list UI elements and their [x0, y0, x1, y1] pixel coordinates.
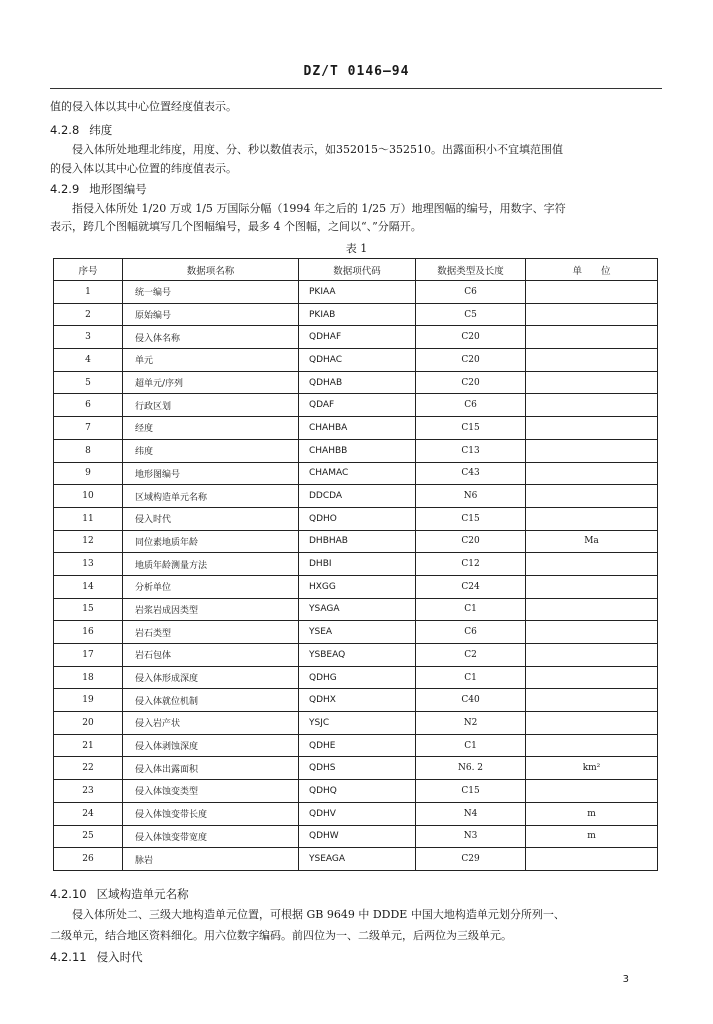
table-row [54, 598, 658, 621]
cell-serial: 21 [54, 734, 123, 757]
cell-unit: Ma [526, 530, 658, 553]
cell-unit [526, 349, 658, 372]
page-number: 3 [622, 974, 629, 985]
header-unit: 单 位 [526, 259, 658, 281]
cell-serial: 2 [54, 303, 123, 326]
section-title: 侵入时代 [96, 950, 143, 964]
cell-item-name: 侵入体剥蚀深度 [123, 734, 299, 757]
cell-serial: 16 [54, 621, 123, 644]
cell-data-type: C1 [416, 598, 526, 621]
table-row [54, 281, 658, 304]
cell-data-type: C5 [416, 303, 526, 326]
cell-item-name: 岩浆岩成因类型 [123, 598, 299, 621]
cell-item-code: YSEAGA [299, 848, 416, 871]
cell-unit [526, 371, 658, 394]
cell-data-type: C20 [416, 530, 526, 553]
cell-item-name: 侵入时代 [123, 507, 299, 530]
section-4210-line-2: 二级单元，结合地区资料细化。用六位数字编码。前四位为一、二级单元，后两位为三级单元。 [50, 929, 512, 942]
cell-item-name: 侵入体出露面积 [123, 757, 299, 780]
cell-serial: 13 [54, 553, 123, 576]
document-code-header: DZ/T 0146—94 [303, 64, 410, 79]
cell-unit [526, 689, 658, 712]
cell-item-code: CHAMAC [299, 462, 416, 485]
section-title: 纬度 [89, 123, 113, 137]
table-row [54, 644, 658, 667]
cell-item-code: QDHAC [299, 349, 416, 372]
table-row [54, 462, 658, 485]
table-row [54, 757, 658, 780]
cell-data-type: N6 [416, 485, 526, 508]
cell-serial: 24 [54, 802, 123, 825]
cell-serial: 25 [54, 825, 123, 848]
table-row [54, 507, 658, 530]
section-number: 4.2.11 [50, 950, 87, 964]
table-row [54, 439, 658, 462]
cell-item-name: 脉岩 [123, 848, 299, 871]
section-429-line-2: 表示，跨几个图幅就填写几个图幅编号，最多 4 个图幅，之间以“、”分隔开。 [50, 220, 422, 233]
cell-data-type: C15 [416, 417, 526, 440]
cell-data-type: C1 [416, 734, 526, 757]
section-4211-heading [50, 950, 143, 964]
cell-data-type: C6 [416, 621, 526, 644]
table-row [54, 666, 658, 689]
cell-serial: 23 [54, 780, 123, 803]
cell-unit [526, 621, 658, 644]
cell-item-name: 侵入体名称 [123, 326, 299, 349]
cell-item-name: 单元 [123, 349, 299, 372]
table-row [54, 575, 658, 598]
cell-item-code: YSBEAQ [299, 644, 416, 667]
cell-data-type: C12 [416, 553, 526, 576]
table-caption: 表 1 [345, 242, 368, 255]
cell-serial: 7 [54, 417, 123, 440]
cell-item-code: QDAF [299, 394, 416, 417]
cell-item-code: DDCDA [299, 485, 416, 508]
cell-unit [526, 462, 658, 485]
cell-item-name: 原始编号 [123, 303, 299, 326]
data-items-table [53, 258, 658, 871]
cell-item-code: QDHAB [299, 371, 416, 394]
cell-unit [526, 553, 658, 576]
cell-unit [526, 598, 658, 621]
table-row [54, 303, 658, 326]
section-number: 4.2.10 [50, 887, 87, 901]
cell-item-name: 侵入体蚀变类型 [123, 780, 299, 803]
cell-data-type: C20 [416, 326, 526, 349]
cell-unit [526, 734, 658, 757]
cell-unit [526, 417, 658, 440]
cell-item-code: DHBI [299, 553, 416, 576]
cell-item-code: HXGG [299, 575, 416, 598]
header-serial: 序号 [54, 259, 123, 281]
cell-unit [526, 303, 658, 326]
cell-unit: m [526, 802, 658, 825]
cell-item-name: 岩石类型 [123, 621, 299, 644]
section-428-line-1: 侵入体所处地理北纬度，用度、分、秒以数值表示，如352015～352510。出露面积小不宜填范围值 [72, 143, 563, 156]
section-428-heading [50, 123, 112, 137]
cell-serial: 3 [54, 326, 123, 349]
cell-unit: km² [526, 757, 658, 780]
cell-serial: 26 [54, 848, 123, 871]
table-row [54, 553, 658, 576]
cell-item-name: 同位素地质年龄 [123, 530, 299, 553]
cell-item-name: 分析单位 [123, 575, 299, 598]
cell-item-code: CHAHBB [299, 439, 416, 462]
cell-serial: 5 [54, 371, 123, 394]
cell-item-name: 地形图编号 [123, 462, 299, 485]
cell-serial: 17 [54, 644, 123, 667]
table-row [54, 734, 658, 757]
table-header-row [54, 259, 658, 281]
table-row [54, 712, 658, 735]
header-rule [50, 88, 662, 89]
cell-data-type: N3 [416, 825, 526, 848]
cell-serial: 10 [54, 485, 123, 508]
section-title: 地形图编号 [89, 182, 147, 196]
cell-item-code: QDHQ [299, 780, 416, 803]
cell-item-name: 侵入体形成深度 [123, 666, 299, 689]
header-item-name: 数据项名称 [123, 259, 299, 281]
cell-data-type: N2 [416, 712, 526, 735]
section-428-line-2: 的侵入体以其中心位置的纬度值表示。 [50, 162, 237, 175]
cell-data-type: C15 [416, 507, 526, 530]
cell-serial: 4 [54, 349, 123, 372]
cell-unit [526, 485, 658, 508]
cell-data-type: C15 [416, 780, 526, 803]
cell-item-code: QDHX [299, 689, 416, 712]
cell-item-code: DHBHAB [299, 530, 416, 553]
cell-unit [526, 666, 658, 689]
table-row [54, 394, 658, 417]
cell-serial: 19 [54, 689, 123, 712]
cell-unit [526, 780, 658, 803]
cell-unit [526, 712, 658, 735]
cell-data-type: C40 [416, 689, 526, 712]
table-row [54, 530, 658, 553]
cell-serial: 14 [54, 575, 123, 598]
table-row [54, 485, 658, 508]
table-row [54, 848, 658, 871]
cell-data-type: C20 [416, 371, 526, 394]
cell-data-type: N6. 2 [416, 757, 526, 780]
table-row [54, 326, 658, 349]
cell-unit [526, 575, 658, 598]
table-row [54, 780, 658, 803]
section-number: 4.2.9 [50, 182, 80, 196]
table-row [54, 371, 658, 394]
cell-unit [526, 439, 658, 462]
cell-data-type: C6 [416, 281, 526, 304]
cell-item-code: PKIAA [299, 281, 416, 304]
cell-serial: 22 [54, 757, 123, 780]
cell-unit [526, 848, 658, 871]
cell-item-name: 岩石包体 [123, 644, 299, 667]
cell-item-name: 经度 [123, 417, 299, 440]
cell-unit [526, 281, 658, 304]
cell-serial: 6 [54, 394, 123, 417]
cell-data-type: C24 [416, 575, 526, 598]
cell-unit: m [526, 825, 658, 848]
table-row [54, 349, 658, 372]
header-item-code: 数据项代码 [299, 259, 416, 281]
cell-item-code: YSEA [299, 621, 416, 644]
table-row [54, 802, 658, 825]
table-row [54, 621, 658, 644]
cell-item-code: CHAHBA [299, 417, 416, 440]
cell-unit [526, 507, 658, 530]
cell-data-type: C29 [416, 848, 526, 871]
cell-item-name: 地质年龄测量方法 [123, 553, 299, 576]
cell-serial: 9 [54, 462, 123, 485]
cell-serial: 15 [54, 598, 123, 621]
cell-item-name: 侵入体蚀变带长度 [123, 802, 299, 825]
cell-data-type: C2 [416, 644, 526, 667]
cell-serial: 1 [54, 281, 123, 304]
cell-item-code: QDHG [299, 666, 416, 689]
cell-serial: 8 [54, 439, 123, 462]
cell-data-type: N4 [416, 802, 526, 825]
cell-item-name: 纬度 [123, 439, 299, 462]
section-4210-heading [50, 887, 189, 901]
cell-data-type: C13 [416, 439, 526, 462]
cell-unit [526, 326, 658, 349]
cell-item-name: 侵入体就位机制 [123, 689, 299, 712]
cell-item-code: YSJC [299, 712, 416, 735]
cell-item-code: QDHAF [299, 326, 416, 349]
table-row [54, 825, 658, 848]
section-429-line-1: 指侵入体所处 1/20 万或 1/5 万国际分幅（1994 年之后的 1/25 万）地理图幅的编号，用数字、字符 [72, 202, 566, 215]
cell-item-code: QDHS [299, 757, 416, 780]
intro-line: 值的侵入体以其中心位置经度值表示。 [50, 100, 237, 113]
cell-data-type: C20 [416, 349, 526, 372]
table-row [54, 689, 658, 712]
cell-serial: 20 [54, 712, 123, 735]
section-4210-line-1: 侵入体所处二、三级大地构造单元位置，可根据 GB 9649 中 DDDE 中国大地构造单元划分所列一、 [72, 908, 565, 921]
header-data-type: 数据类型及长度 [416, 259, 526, 281]
table-row [54, 417, 658, 440]
cell-item-code: YSAGA [299, 598, 416, 621]
cell-item-name: 侵入岩产状 [123, 712, 299, 735]
cell-data-type: C6 [416, 394, 526, 417]
cell-item-name: 超单元/序列 [123, 371, 299, 394]
cell-item-code: QDHV [299, 802, 416, 825]
cell-item-code: QDHE [299, 734, 416, 757]
cell-item-code: QDHO [299, 507, 416, 530]
cell-unit [526, 644, 658, 667]
cell-item-name: 统一编号 [123, 281, 299, 304]
cell-item-code: PKIAB [299, 303, 416, 326]
section-title: 区域构造单元名称 [96, 887, 189, 901]
section-number: 4.2.8 [50, 123, 80, 137]
cell-serial: 12 [54, 530, 123, 553]
cell-item-code: QDHW [299, 825, 416, 848]
cell-item-name: 侵入体蚀变带宽度 [123, 825, 299, 848]
cell-serial: 11 [54, 507, 123, 530]
cell-data-type: C1 [416, 666, 526, 689]
cell-data-type: C43 [416, 462, 526, 485]
section-429-heading [50, 182, 147, 196]
cell-serial: 18 [54, 666, 123, 689]
cell-item-name: 区域构造单元名称 [123, 485, 299, 508]
cell-item-name: 行政区划 [123, 394, 299, 417]
cell-unit [526, 394, 658, 417]
